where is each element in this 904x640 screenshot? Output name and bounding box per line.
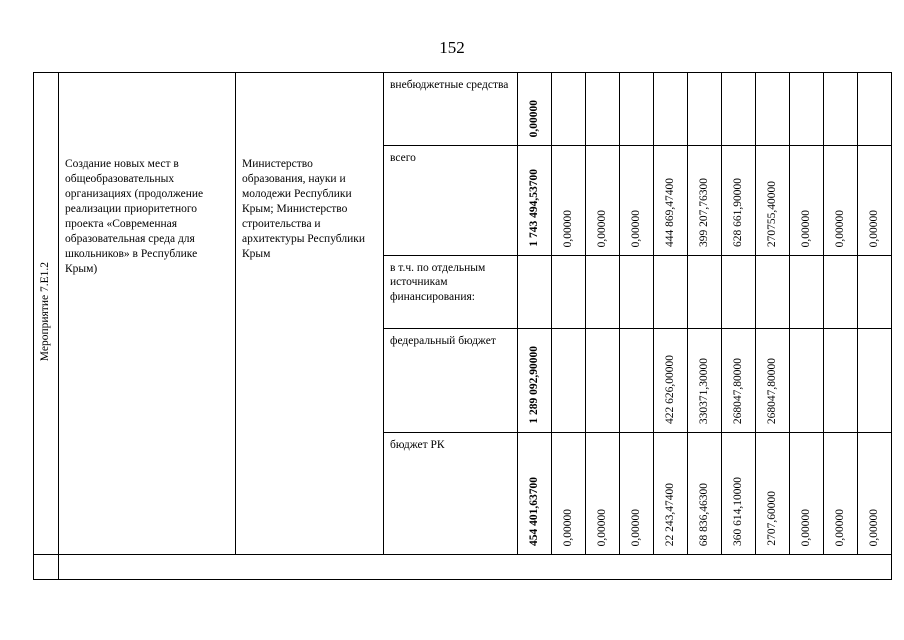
value-text: 444 869,47400	[663, 178, 676, 247]
row-label-cell	[384, 256, 518, 329]
value-cell	[586, 256, 620, 329]
value-cell	[688, 329, 722, 433]
value-cell	[620, 146, 654, 256]
value-text: 268047,80000	[765, 357, 778, 424]
value-text: 0,00000	[595, 508, 608, 546]
value-cell	[790, 433, 824, 555]
value-text: 2707,60000	[765, 491, 778, 546]
value-cell	[518, 146, 552, 256]
value-text: 0,00000	[799, 508, 812, 546]
value-text: 68 836,46300	[697, 482, 710, 546]
value-cell	[586, 433, 620, 555]
value-text: 0,00000	[833, 209, 846, 247]
value-cell	[722, 146, 756, 256]
row-label-text: федеральный бюджет	[390, 335, 496, 347]
value-text: 330371,30000	[697, 357, 710, 424]
budget-table	[33, 72, 892, 580]
value-cell	[722, 329, 756, 433]
value-text: 0,00000	[527, 99, 540, 137]
row-label-text: в т.ч. по отдельным источникам финансирования:	[390, 262, 486, 303]
value-cell	[722, 256, 756, 329]
value-cell	[620, 433, 654, 555]
value-cell	[620, 329, 654, 433]
row-label-cell	[384, 146, 518, 256]
executor-text: Министерство образования, науки и молодежи Республики Крым; Министерство строительства и архитектуры Республики Крым	[242, 158, 365, 260]
value-cell	[790, 256, 824, 329]
value-cell	[620, 256, 654, 329]
value-text: 0,00000	[561, 508, 574, 546]
measure-name-text: Создание новых мест в общеобразовательных организациях (продолжение реализации приоритетного проекта «Современная образовательная среда для школьников» в Республике Крым)	[65, 158, 204, 275]
value-text: 0,00000	[595, 209, 608, 247]
value-text: 454 401,63700	[527, 477, 540, 546]
value-cell	[858, 73, 892, 146]
value-cell	[688, 433, 722, 555]
value-cell	[824, 73, 858, 146]
value-cell	[654, 329, 688, 433]
value-cell	[654, 146, 688, 256]
value-cell	[552, 329, 586, 433]
value-text: 399 207,76300	[697, 178, 710, 247]
value-cell	[518, 256, 552, 329]
value-cell	[552, 433, 586, 555]
value-cell	[654, 256, 688, 329]
value-text: 0,00000	[799, 209, 812, 247]
footer-cell	[59, 555, 892, 580]
value-text: 0,00000	[867, 508, 880, 546]
value-cell	[858, 256, 892, 329]
value-cell	[654, 433, 688, 555]
value-cell	[620, 73, 654, 146]
value-text: 360 614,10000	[731, 477, 744, 546]
value-text: 422 626,00000	[663, 355, 676, 424]
row-label-text: внебюджетные средства	[390, 79, 509, 91]
value-cell	[552, 146, 586, 256]
value-text: 1 289 092,90000	[527, 346, 540, 424]
row-label-cell	[384, 73, 518, 146]
value-cell	[756, 256, 790, 329]
value-cell	[552, 73, 586, 146]
measure-code-text: Мероприятие 7.E1.2	[39, 261, 52, 362]
value-cell	[722, 73, 756, 146]
value-cell	[824, 329, 858, 433]
value-cell	[518, 433, 552, 555]
row-label-cell	[384, 433, 518, 555]
value-cell	[756, 433, 790, 555]
value-text: 0,00000	[833, 508, 846, 546]
row-label-text: бюджет РК	[390, 439, 445, 451]
table-row-footer	[34, 555, 892, 580]
executor-cell	[236, 73, 384, 555]
value-cell	[688, 73, 722, 146]
value-text: 0,00000	[629, 508, 642, 546]
value-text: 0,00000	[629, 209, 642, 247]
table-row	[34, 73, 892, 146]
value-cell	[790, 73, 824, 146]
value-cell	[756, 329, 790, 433]
page-number: 152	[439, 38, 465, 57]
value-cell	[688, 146, 722, 256]
value-cell	[586, 73, 620, 146]
value-text: 268047,80000	[731, 357, 744, 424]
value-cell	[688, 256, 722, 329]
value-cell	[518, 73, 552, 146]
value-cell	[518, 329, 552, 433]
value-cell	[858, 329, 892, 433]
value-text: 628 661,90000	[731, 178, 744, 247]
value-cell	[552, 256, 586, 329]
value-cell	[654, 73, 688, 146]
value-cell	[586, 146, 620, 256]
value-text: 1 743 494,53700	[527, 169, 540, 247]
budget-table-container	[33, 72, 880, 580]
footer-cell	[34, 555, 59, 580]
value-cell	[756, 73, 790, 146]
measure-name-cell	[59, 73, 236, 555]
measure-code-cell	[34, 73, 59, 555]
value-cell	[756, 146, 790, 256]
value-text: 0,00000	[867, 209, 880, 247]
value-cell	[824, 433, 858, 555]
row-label-text: всего	[390, 152, 416, 164]
value-cell	[824, 256, 858, 329]
value-cell	[790, 329, 824, 433]
value-cell	[790, 146, 824, 256]
value-text: 22 243,47400	[663, 482, 676, 546]
value-cell	[824, 146, 858, 256]
value-cell	[858, 433, 892, 555]
row-label-cell	[384, 329, 518, 433]
value-cell	[858, 146, 892, 256]
value-text: 270755,40000	[765, 180, 778, 247]
value-text: 0,00000	[561, 209, 574, 247]
value-cell	[722, 433, 756, 555]
value-cell	[586, 329, 620, 433]
